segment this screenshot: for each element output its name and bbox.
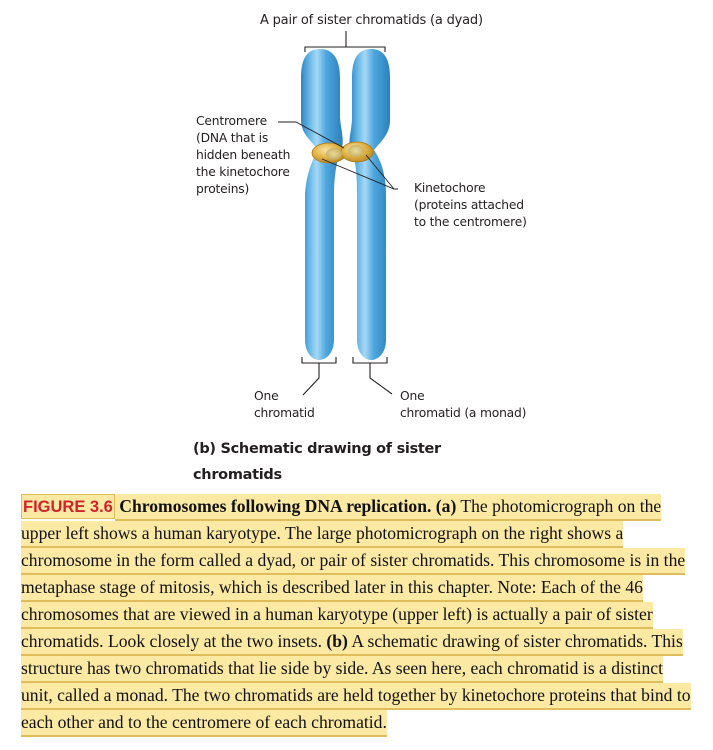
- caption-line: [21, 656, 713, 683]
- caption-line: [21, 548, 713, 575]
- caption-line: [21, 629, 713, 656]
- caption-line-text: [21, 575, 643, 602]
- caption-line-text: [21, 656, 663, 683]
- caption-segment: unit, called a monad. The two chromatids are held together by kinetochore proteins that bind to: [21, 685, 691, 705]
- chromatid-bracket-right: [353, 357, 392, 394]
- caption-segment: A schematic drawing of sister chromatids. This: [347, 631, 683, 651]
- one-chromatid-right-line: One: [400, 389, 425, 403]
- kinetochore-label-line: (proteins attached: [414, 198, 524, 212]
- subcaption-line: chromatids: [193, 467, 282, 483]
- caption-segment: metaphase stage of mitosis, which is described later in this chapter. Note: Each of the 46: [21, 577, 643, 597]
- centromere-label-line: proteins): [196, 182, 250, 196]
- caption-segment: upper left shows a human karyotype. The large photomicrograph on the right shows a: [21, 523, 624, 543]
- caption-bold-segment: (a): [431, 496, 457, 516]
- caption-segment: The photomicrograph on the: [456, 496, 662, 516]
- kinetochore-label-line: to the centromere): [414, 215, 527, 229]
- caption-line: [21, 710, 713, 737]
- caption-line-text: [21, 629, 683, 656]
- caption-line-text: [21, 710, 387, 737]
- subcaption-line: (b) Schematic drawing of sister: [193, 441, 441, 457]
- kinetochore-label: [414, 180, 527, 231]
- figure-number: FIGURE 3.6: [21, 494, 115, 519]
- caption-line: [21, 683, 713, 710]
- caption-line: [21, 494, 713, 521]
- kinetochore-proteins: [312, 142, 373, 163]
- one-chromatid-left-label: [254, 388, 315, 422]
- subcaption: [193, 436, 441, 488]
- caption-bold-segment: (b): [326, 631, 348, 651]
- centromere-label: [196, 113, 290, 198]
- chromatid-left: [301, 49, 343, 360]
- one-chromatid-right-line: chromatid (a monad): [400, 406, 527, 420]
- caption-line-text: [21, 548, 685, 575]
- caption-line: [21, 575, 713, 602]
- caption-bold-segment: Chromosomes following DNA replication.: [114, 496, 432, 516]
- one-chromatid-left-line: chromatid: [254, 406, 315, 420]
- caption-segment: chromatids. Look closely at the two insets.: [21, 631, 327, 651]
- one-chromatid-left-line: One: [254, 389, 279, 403]
- caption-segment: chromosomes that are viewed in a human karyotype (upper left) is actually a pair of sister: [21, 604, 653, 624]
- one-chromatid-right-label: [400, 388, 526, 422]
- caption-line: [21, 602, 713, 629]
- dyad-label: A pair of sister chromatids (a dyad): [260, 13, 483, 28]
- chromatid-right: [349, 49, 390, 360]
- centromere-label-line: hidden beneath: [196, 148, 291, 162]
- caption-line-text: [21, 683, 691, 710]
- caption-segment: chromosome in the form called a dyad, or pair of sister chromatids. This chromosome is in the: [21, 550, 686, 570]
- caption-line-text: [21, 602, 653, 629]
- caption-segment: each other and to the centromere of each chromatid.: [21, 712, 387, 732]
- caption-line-text: [21, 521, 623, 548]
- centromere-label-line: Centromere: [196, 114, 267, 128]
- caption-line-text: [115, 494, 661, 521]
- caption-line: [21, 521, 713, 548]
- centromere-label-line: (DNA that is: [196, 131, 269, 145]
- kinetochore-label-line: Kinetochore: [414, 181, 486, 195]
- dyad-bracket: [305, 31, 385, 52]
- centromere-label-line: the kinetochore: [196, 165, 290, 179]
- figure-caption: [21, 494, 713, 737]
- caption-segment: structure has two chromatids that lie side by side. As seen here, each chromatid is a distinct: [21, 658, 663, 678]
